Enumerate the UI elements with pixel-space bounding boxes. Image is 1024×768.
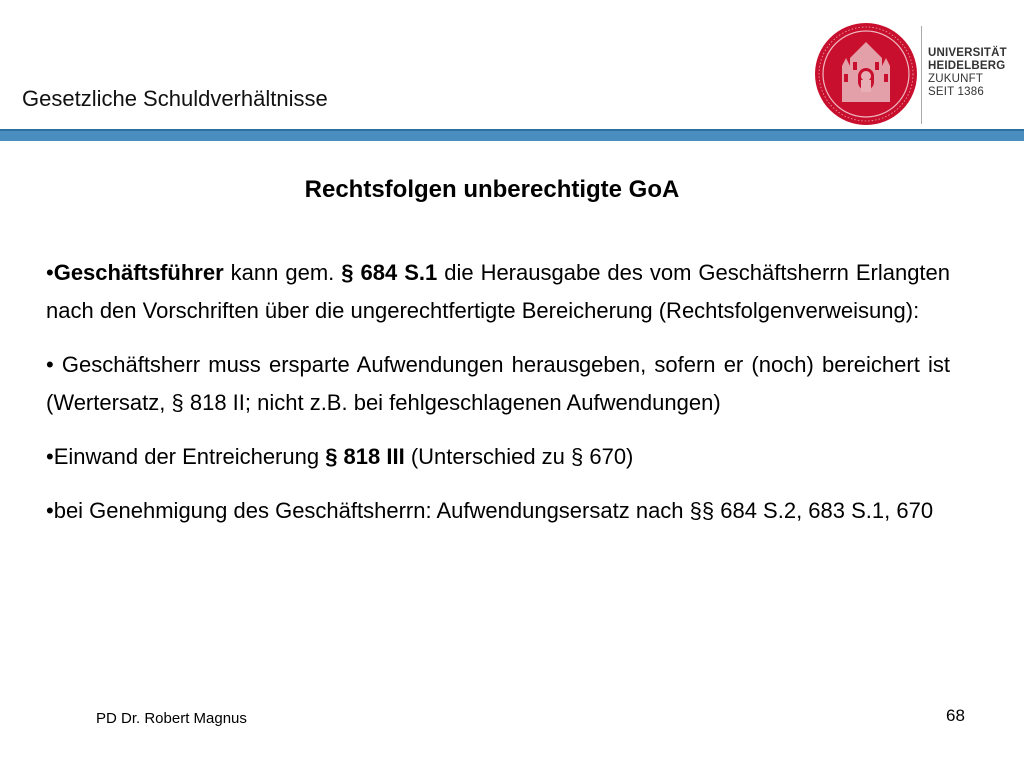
bullet-item — [46, 254, 950, 330]
footer-author: PD Dr. Robert Magnus — [96, 710, 247, 727]
header-title: Gesetzliche Schuldverhältnisse — [22, 86, 328, 111]
bullet-text: Einwand der Entreicherung — [53, 444, 326, 469]
bullet-marker: • — [46, 352, 62, 377]
bullet-marker: • — [46, 498, 54, 523]
bullet-bold: § 818 III — [325, 444, 405, 469]
slide-title: Rechtsfolgen unberechtigte GoA — [304, 176, 680, 203]
bullet-text: bei Genehmigung des Geschäftsherrn: Aufwendungsersatz nach §§ 684 S.2, 683 S.1, 670 — [53, 498, 934, 523]
logo-line-1: UNIVERSITÄT — [928, 47, 1007, 59]
university-seal-icon — [814, 22, 918, 126]
header-bar-edge — [0, 129, 1024, 131]
bullet-marker: • — [46, 444, 54, 469]
slide-content — [46, 254, 950, 546]
bullet-marker: • — [46, 260, 54, 285]
logo-divider — [921, 26, 922, 124]
page-number: 68 — [946, 706, 965, 725]
bullet-item — [46, 492, 950, 530]
bullet-item — [46, 438, 950, 476]
logo-line-2: HEIDELBERG — [928, 60, 1006, 72]
bullet-item — [46, 346, 950, 422]
bullet-text: die Herausgabe des vom Geschäftsherrn Erlangten nach den Vorschriften über die ungerechtfertigte Bereicherung (Rechtsfolgenverweisung): — [46, 260, 951, 323]
bullet-bold: Geschäftsführer — [53, 260, 224, 285]
bullet-text: (Unterschied zu § 670) — [404, 444, 634, 469]
logo-line-3: ZUKUNFT — [928, 73, 984, 85]
bullet-bold: § 684 S.1 — [341, 260, 438, 285]
university-logo — [814, 22, 1014, 132]
bullet-text: Geschäftsherr muss ersparte Aufwendungen herausgeben, sofern er (noch) bereichert ist (Wertersatz, § 818 II; nicht z.B. bei fehlgeschlagenen Aufwendungen) — [46, 352, 950, 415]
logo-wordmark — [928, 47, 1007, 99]
bullet-text: kann gem. — [223, 260, 342, 285]
logo-line-4: SEIT 1386 — [928, 86, 984, 98]
